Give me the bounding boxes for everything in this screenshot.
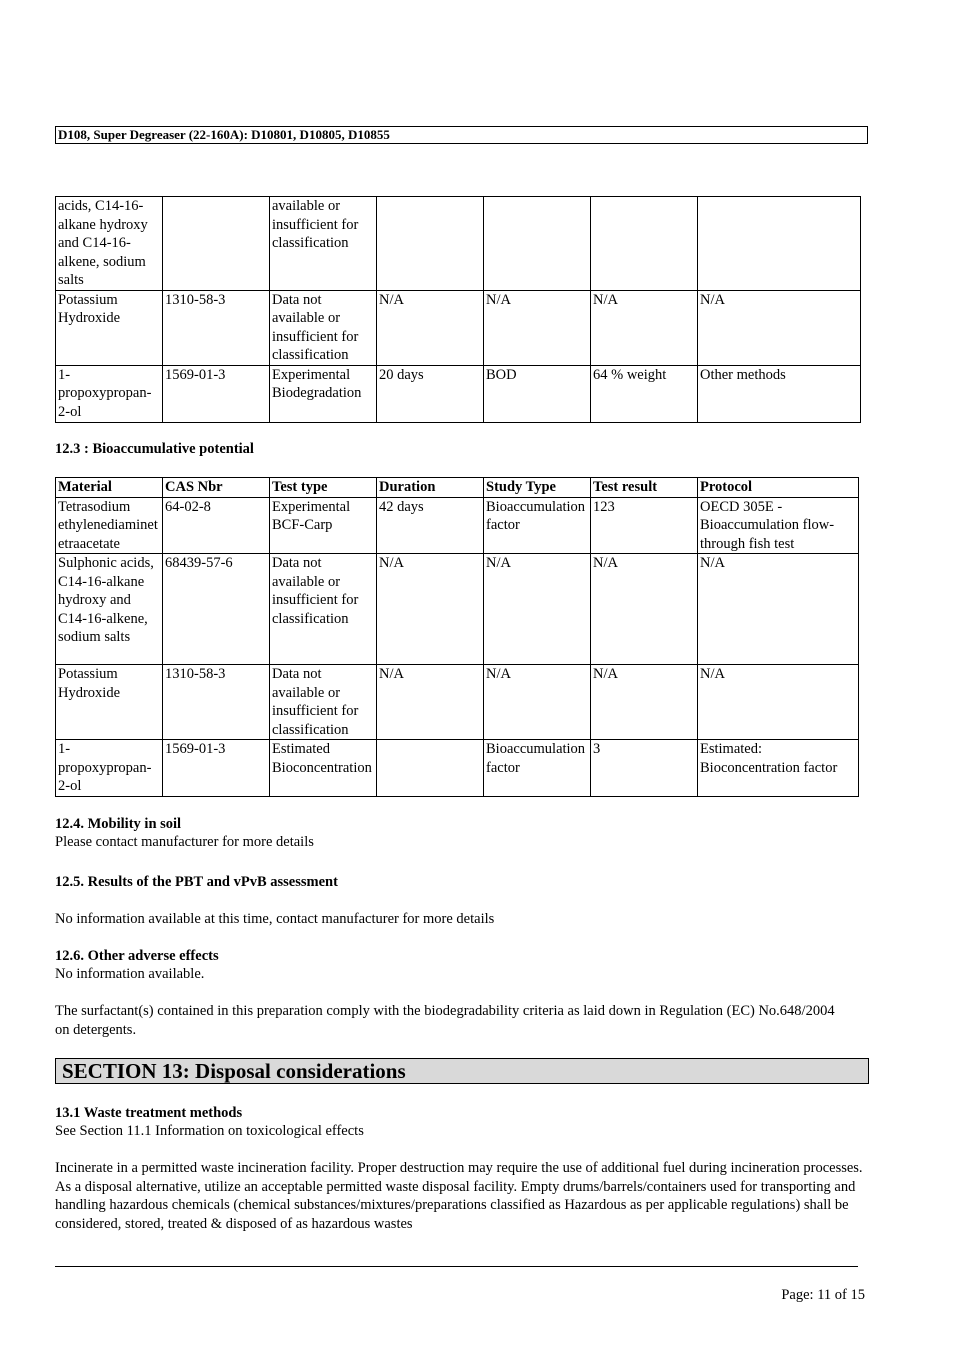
table-cell: [591, 197, 698, 291]
table-cell: N/A: [377, 290, 484, 365]
table-cell: BOD: [484, 365, 591, 422]
table-cell: Tetrasodium ethylenediaminetetraacetate: [56, 497, 163, 554]
table-row: [56, 665, 859, 740]
table-cell: acids, C14-16-alkane hydroxy and C14-16-alkene, sodium salts: [56, 197, 163, 291]
surfactant-statement: The surfactant(s) contained in this preparation comply with the biodegradability criteria as laid down in Regulation (EC) No.648/2004 on detergents.: [55, 1003, 835, 1038]
table-cell: 42 days: [377, 497, 484, 554]
page-number: Page: 11 of 15: [781, 1287, 865, 1303]
table-cell: 1310-58-3: [163, 290, 270, 365]
table-cell: 1-propoxypropan-2-ol: [56, 740, 163, 797]
section-13-1-heading: 13.1 Waste treatment methods: [55, 1105, 243, 1121]
table-cell: N/A: [698, 554, 859, 665]
table-cell: Bioaccumulation factor: [484, 497, 591, 554]
table-row: [56, 290, 861, 365]
column-header: Material: [56, 478, 163, 498]
section-12-5-heading: 12.5. Results of the PBT and vPvB assessment: [55, 874, 338, 890]
bioaccumulation-table: [55, 477, 859, 797]
table-cell: 68439-57-6: [163, 554, 270, 665]
biodegradation-table-continued: [55, 196, 861, 423]
table-cell: N/A: [377, 554, 484, 665]
disposal-instructions: Incinerate in a permitted waste incineration facility. Proper destruction may require the use of additional fuel during incineration processes. As a disposal alternative, utilize an acceptable permitted waste disposal facility. Empty drums/barrels/containers used for transporting and handling hazardous chemicals (chemical substances/mixtures/preparations classified as Hazardous as per applicable regulations) shall be considered, stored, treated & disposed of as hazardous wastes: [55, 1160, 863, 1232]
table-row: [56, 740, 859, 797]
table-cell: Data not available or insufficient for classification: [270, 554, 377, 665]
table-cell: Sulphonic acids, C14-16-alkane hydroxy and C14-16-alkene, sodium salts: [56, 554, 163, 665]
table-cell: N/A: [484, 665, 591, 740]
table-cell: 3: [591, 740, 698, 797]
table-row: [56, 365, 861, 422]
column-header: Test type: [270, 478, 377, 498]
table-cell: N/A: [484, 554, 591, 665]
section-13-1-text: See Section 11.1 Information on toxicological effects: [55, 1123, 364, 1139]
table-cell: Data not available or insufficient for classification: [270, 665, 377, 740]
section-12-3-heading: 12.3 : Bioaccumulative potential: [55, 441, 254, 457]
table-cell: [698, 197, 861, 291]
table-cell: [377, 740, 484, 797]
table-cell: N/A: [698, 665, 859, 740]
table-cell: 20 days: [377, 365, 484, 422]
footer-divider: [55, 1266, 858, 1267]
column-header: Protocol: [698, 478, 859, 498]
table-cell: 64-02-8: [163, 497, 270, 554]
table-cell: N/A: [591, 290, 698, 365]
section-12-5-text: No information available at this time, contact manufacturer for more details: [55, 911, 495, 927]
section-13-title: SECTION 13: Disposal considerations: [55, 1058, 869, 1084]
table-cell: Potassium Hydroxide: [56, 665, 163, 740]
section-12-6-heading: 12.6. Other adverse effects: [55, 948, 219, 964]
table-cell: Bioaccumulation factor: [484, 740, 591, 797]
table-cell: 1310-58-3: [163, 665, 270, 740]
section-12-4-text: Please contact manufacturer for more details: [55, 834, 314, 850]
table-cell: N/A: [484, 290, 591, 365]
table-header-row: [56, 478, 859, 498]
table-cell: [484, 197, 591, 291]
table-cell: 123: [591, 497, 698, 554]
table-cell: 64 % weight: [591, 365, 698, 422]
table-cell: N/A: [377, 665, 484, 740]
table-cell: 1569-01-3: [163, 365, 270, 422]
column-header: Test result: [591, 478, 698, 498]
table-cell: 1569-01-3: [163, 740, 270, 797]
column-header: CAS Nbr: [163, 478, 270, 498]
section-12-6-text: No information available.: [55, 966, 205, 982]
table-cell: Other methods: [698, 365, 861, 422]
table-row: [56, 497, 859, 554]
table-row: [56, 197, 861, 291]
table-cell: Estimated: Bioconcentration factor: [698, 740, 859, 797]
table-cell: [377, 197, 484, 291]
document-header: D108, Super Degreaser (22-160A): D10801, D10805, D10855: [55, 126, 868, 144]
table-cell: Experimental Biodegradation: [270, 365, 377, 422]
table-row: [56, 554, 859, 665]
table-cell: 1-propoxypropan-2-ol: [56, 365, 163, 422]
table-cell: available or insufficient for classification: [270, 197, 377, 291]
table-cell: N/A: [591, 665, 698, 740]
section-12-4-heading: 12.4. Mobility in soil: [55, 816, 182, 832]
table-cell: [163, 197, 270, 291]
table-cell: Estimated Bioconcentration: [270, 740, 377, 797]
table-cell: N/A: [591, 554, 698, 665]
table-cell: N/A: [698, 290, 861, 365]
table-cell: OECD 305E - Bioaccumulation flow-through fish test: [698, 497, 859, 554]
column-header: Study Type: [484, 478, 591, 498]
column-header: Duration: [377, 478, 484, 498]
table-cell: Experimental BCF-Carp: [270, 497, 377, 554]
table-cell: Data not available or insufficient for classification: [270, 290, 377, 365]
table-cell: Potassium Hydroxide: [56, 290, 163, 365]
